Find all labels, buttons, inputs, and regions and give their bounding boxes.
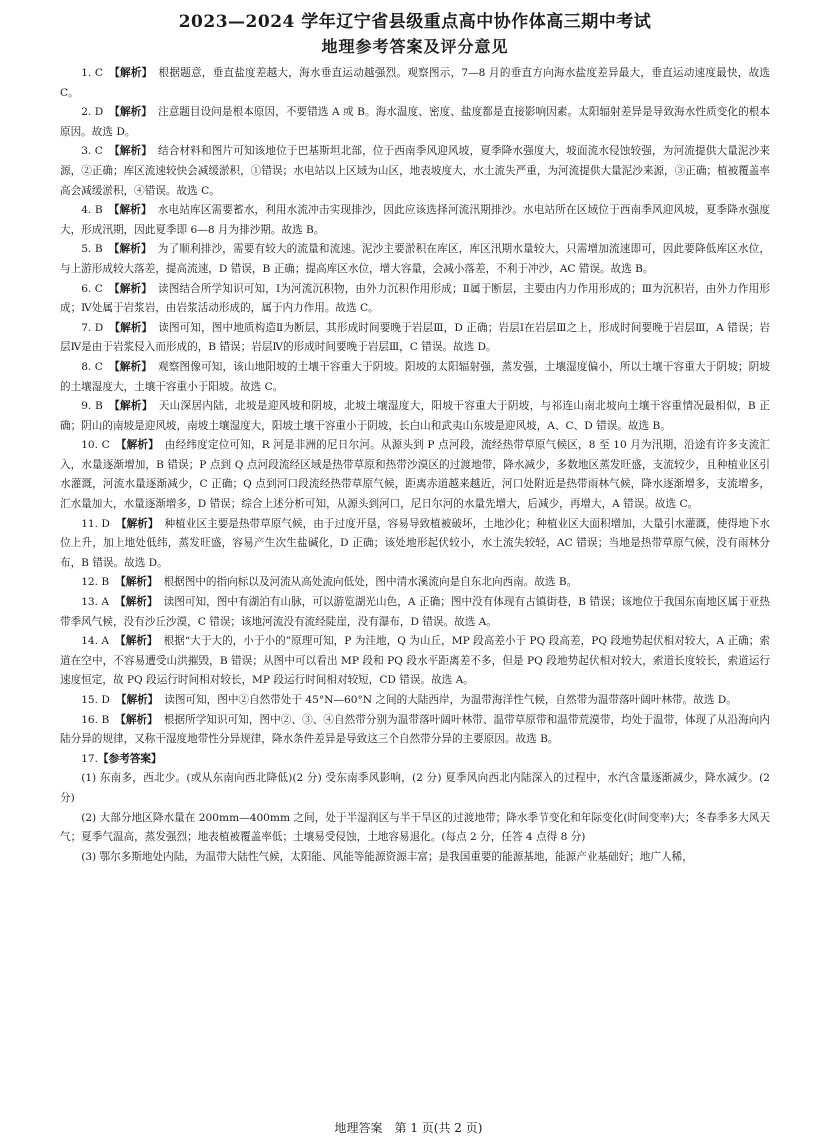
page-subtitle: 地理参考答案及评分意见 [321,37,509,56]
answer-item: 7. D 【解析】 读图可知，图中地质构造Ⅱ为断层，其形成时间要晚于岩层Ⅲ，D 正确；岩层Ⅰ在岩层Ⅲ之上，形成时间要晚于岩层Ⅲ，A 错误；岩层Ⅳ是由于岩浆侵入而形成的，B 错误；岩层Ⅳ的形成时间要晚于岩层Ⅲ，C 错误。故选 D。 [60,321,770,354]
answer-item: 15. D 【解析】 读图可知，图中②自然带处于 45°N—60°N 之间的大陆西岸，为温带海洋性气候，自然带为温带落叶阔叶林带。故选 D。 [81,694,737,706]
page-title: 2023—2024 学年辽宁省县级重点高中协作体高三期中考试 [178,12,652,32]
answer-item: (1) 东南多，西北少。(或从东南向西北降低)(2 分) 受东南季风影响，(2 分) 夏季风向西北内陆深入的过程中，水汽含量逐渐减少，降水减少。(2 分) [60,772,770,804]
page-footer: 地理答案 第 1 页(共 2 页) [334,1121,483,1135]
answer-item: 10. C 【解析】 由经纬度定位可知，R 河是非洲的尼日尔河。从源头到 P 点河段，流经热带草原气候区，8 至 10 月为汛期，沿途有许多支流汇入，水量逐渐增加，B 错误；P 点到 Q 点河段流经区域是热带草原和热带沙漠区的过渡地带，降水减少，多数地区蒸发旺盛，支流较少，且种植业区引水灌溉，河流水量逐渐减少，C 正确；Q 点到河口段流经热带草原气候，距离赤道越来越近，河口处附近是热带雨林气候，降水逐渐增多，支流增多，汇水量加大，水量逐渐增多，D 错误；综合上述分析可知，从源头到河口，尼日尔河的水量先增大，后减少，再增大，A 错误。故选 C。 [60,439,771,511]
answer-item: 6. C 【解析】 读图结合所学知识可知，Ⅰ为河流沉积物，由外力沉积作用形成；Ⅱ属于断层，主要由内力作用形成的；Ⅲ为沉积岩，由外力作用形成；Ⅳ处属于岩浆岩，由岩浆活动形成的，属于内力作用。故选 C。 [60,282,770,315]
answer-item: 2. D 【解析】 注意题目设问是根本原因，不要错选 A 或 B。海水温度、密度、盐度都是直接影响因素。太阳辐射差异是导致海水性质变化的根本原因。故选 D。 [60,106,771,138]
answer-item: (2) 大部分地区降水量在 200mm—400mm 之间，处于半湿润区与半干旱区的过渡地带；降水季节变化和年际变化(时间变率)大；冬春季多大风天气；夏季气温高，蒸发强烈；地表植被覆盖率低；土壤易受侵蚀，土地容易退化。(每点 2 分，任答 4 点得 8 分) [60,811,770,844]
answer-item: 9. B 【解析】 天山深居内陆，北坡是迎风坡和阴坡，北坡土壤湿度大，阳坡干容重大于阴坡，与祁连山南北坡向土壤干容重情况最相似，B 正确；阴山的南坡是迎风坡，南坡土壤湿度大，阳坡土壤干容重小于阴坡，长白山和武夷山东坡是迎风坡，A、C、D 错误。故选 B。 [60,400,770,432]
answer-item: 12. B 【解析】 根据图中的指向标以及河流从高处流向低处，图中清水溪流向是自东北向西南。故选 B。 [81,576,578,589]
answer-item: 16. B 【解析】 根据所学知识可知，图中②、③、④自然带分别为温带落叶阔叶林带、温带草原带和温带荒漠带，均处于温带，体现了从沿海向内陆分异的规律，又称干湿度地带性分异规律，降水条件差异是导致这三个自然带分异的主要原因。故选 B。 [60,713,771,746]
answer-item: 14. A 【解析】 根据“大于大的，小于小的”原理可知，P 为洼地，Q 为山丘，MP 段高差小于 PQ 段高差，PQ 段地势起伏相对较大，A 正确；索道在空中，不容易遭受山洪摧毁，B 错误；从图中可以看出 MP 段和 PQ 段水平距离差不多，但是 PQ 段地势起伏相对较大，索道长度较长，索道运行速度恒定，故 PQ 段运行时间相对较长，MP 段运行时间相对较短，CD 错误。故选 A。 [60,635,771,687]
answer-item: 5. B 【解析】 为了顺利排沙，需要有较大的流量和流速。泥沙主要淤积在库区，库区汛期水量较大，只需增加流速即可，因此要降低库区水位，与上游形成较大落差，提高流速，D 错误，B 正确；提高库区水位，增大容量，会减小落差，不利于冲沙，AC 错误。故选 B。 [60,243,771,275]
answer-item: 13. A 【解析】 读图可知，图中有湖泊有山脉，可以游览湖光山色，A 正确；图中没有体现有古镇街巷，B 错误；该地位于我国东南地区属于亚热带季风气候，没有沙丘沙漠，C 错误；该地河流没有流经陡崖，没有瀑布，D 错误。故选 A。 [60,596,770,628]
answer-item: 1. C 【解析】 根据题意，垂直盐度差越大，海水垂直运动越强烈。观察图示，7—8 月的垂直方向海水盐度差异最大，垂直运动速度最快，故选 C。 [60,67,771,99]
answer-item: (3) 鄂尔多斯地处内陆，为温带大陆性气候，太阳能、风能等能源资源丰富；是我国重要的能源基地，能源产业基础好；地广人稀， [81,850,693,863]
answer-sheet-page [60,10,770,867]
answer-item: 8. C 【解析】 观察图像可知，该山地阳坡的土壤干容重大于阴坡。阳坡的太阳辐射强，蒸发强，土壤湿度偏小，所以土壤干容重大于阴坡；阴坡的土壤湿度大，土壤干容重小于阳坡。故选 C。 [60,360,770,393]
answer-item: 17.【参考答案】 [81,752,162,765]
answer-item: 3. C 【解析】 结合材料和图片可知该地位于巴基斯坦北部，位于西南季风迎风坡，夏季降水强度大，坡面流水侵蚀较强，为河流提供大量泥沙来源，②正确；库区流速较快会减缓淤积，①错误；水电站以上区域为山区，地表坡度大，水土流失严重，为河流提供大量泥沙来源，③正确；植被覆盖率高会减缓淤积，④错误。故选 C。 [60,145,770,197]
answer-list [60,64,770,867]
answer-item: 4. B 【解析】 水电站库区需要蓄水，利用水流冲击实现排沙，因此应该选择河流汛期排沙。水电站所在区域位于西南季风迎风坡，夏季降水强度大，形成汛期，因此夏季即 6—8 月为排沙期。故选 B。 [60,204,771,236]
answer-item: 11. D 【解析】 种植业区主要是热带草原气候，由于过度开垦，容易导致植被破坏，土地沙化；种植业区大面积增加，大量引水灌溉，使得地下水位上升，加上地处低纬，蒸发旺盛，容易产生次生盐碱化，D 正确；该处地形起伏较小，水土流失较轻，AC 错误；当地是热带草原气候，没有雨林分布，B 错误。故选 D。 [60,517,771,569]
